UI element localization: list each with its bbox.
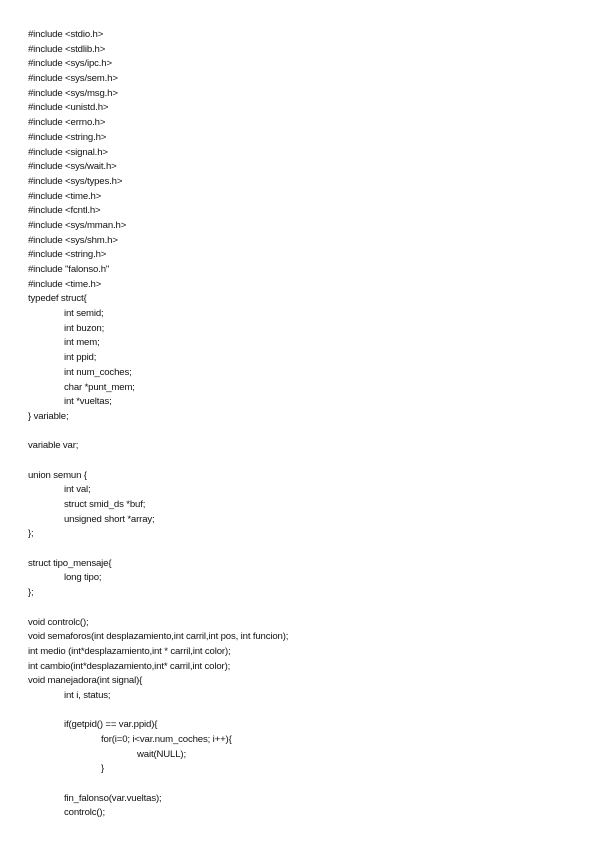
code-line: };: [28, 587, 34, 599]
source-code-listing: [28, 28, 288, 821]
code-line: #include <sys/msg.h>: [28, 87, 118, 99]
code-line: controlc();: [64, 807, 105, 819]
blank-line: [28, 425, 288, 440]
code-line: variable var;: [28, 440, 79, 452]
code-line: #include <sys/shm.h>: [28, 234, 118, 246]
code-line: int i, status;: [64, 689, 111, 701]
code-line: #include <string.h>: [28, 131, 107, 143]
code-line: int *vueltas;: [64, 396, 112, 408]
code-line: int buzon;: [64, 322, 105, 334]
code-line: struct tipo_mensaje{: [28, 557, 112, 569]
code-line: #include <unistd.h>: [28, 102, 109, 114]
code-line: int ppid;: [64, 352, 97, 364]
code-line: void semaforos(int desplazamiento,int carril,int pos, int funcion);: [28, 631, 289, 643]
code-line: int cambio(int*desplazamiento,int* carril,int color);: [28, 660, 231, 672]
code-line: #include <sys/wait.h>: [28, 161, 117, 173]
code-line: #include <sys/ipc.h>: [28, 58, 112, 70]
code-line: #include <errno.h>: [28, 117, 106, 129]
code-line: wait(NULL);: [137, 748, 186, 760]
code-line: int val;: [64, 484, 91, 496]
code-line: } variable;: [28, 410, 69, 422]
code-line: int semid;: [64, 308, 104, 320]
code-line: void controlc();: [28, 616, 89, 628]
blank-line: [28, 777, 288, 792]
code-line: typedef struct{: [28, 293, 87, 305]
code-line: void manejadora(int signal){: [28, 675, 143, 687]
code-line: #include "falonso.h": [28, 264, 110, 275]
code-line: long tipo;: [64, 572, 102, 584]
code-line: #include <string.h>: [28, 249, 107, 261]
blank-line: [28, 601, 288, 616]
code-line: struct smid_ds *buf;: [64, 499, 146, 510]
code-line: for(i=0; i<var.num_coches; i++){: [101, 734, 232, 745]
code-line: #include <sys/mman.h>: [28, 219, 127, 231]
code-line: int medio (int*desplazamiento,int * carril,int color);: [28, 645, 231, 657]
code-line: }: [101, 763, 105, 775]
code-line: #include <stdio.h>: [28, 29, 104, 40]
blank-line: [28, 704, 288, 719]
blank-line: [28, 454, 288, 469]
code-line: #include <time.h>: [28, 278, 102, 290]
code-line: union semun {: [28, 469, 87, 481]
code-line: #include <sys/sem.h>: [28, 73, 118, 85]
code-line: int num_coches;: [64, 366, 132, 378]
code-line: };: [28, 528, 34, 540]
code-line: #include <stdlib.h>: [28, 43, 106, 55]
blank-line: [28, 542, 288, 557]
code-line: #include <time.h>: [28, 190, 102, 202]
code-line: unsigned short *array;: [64, 513, 155, 525]
code-line: if(getpid() == var.ppid){: [64, 719, 158, 731]
code-line: int mem;: [64, 337, 100, 349]
code-line: #include <signal.h>: [28, 146, 108, 158]
code-line: #include <sys/types.h>: [28, 175, 123, 187]
code-line: #include <fcntl.h>: [28, 205, 101, 217]
code-line: fin_falonso(var.vueltas);: [64, 792, 162, 804]
code-line: char *punt_mem;: [64, 381, 135, 393]
